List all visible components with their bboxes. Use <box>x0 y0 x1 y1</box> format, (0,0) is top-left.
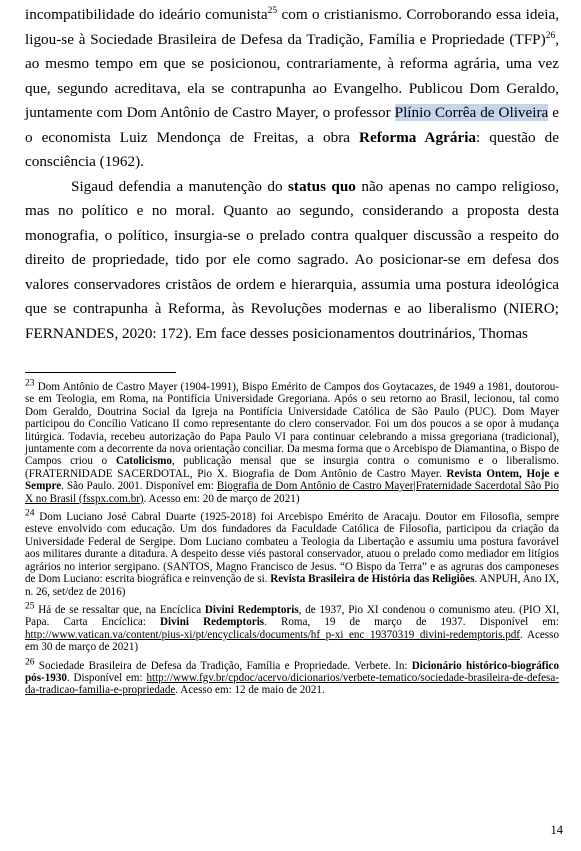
footnote-bold: Revista Ontem, Hoje e Sempre <box>25 467 560 493</box>
paragraph-1-text: e o economista Luiz Mendonça de Freitas, a obra <box>25 104 559 146</box>
footnote-25 <box>25 601 559 654</box>
footnote-text: Dom Luciano José Cabral Duarte (1925-2018) foi Arcebispo Emérito de Aracaju. Doutor em Filosofia, sempre esteve envolvido com educação. Um dos fundadores da Faculdade Católica de Filosofia, participou da criação da Universidade Federal de Sergipe. Dom Luciano combateu a Teologia da Libertação e assumiu uma postura favorável aos militares durante a ditadura. A despeito desse viés pastoral conservador, atuou o prelado como mediador em litígios agrários no interior sergipano. (SANTOS, Magno Francisco de Jesus. “O Bispo da Terra” e as agruras dos camponeses de Dom Luciano: escrita biográfica e reinvenção de si. <box>25 511 559 586</box>
footnote-26 <box>25 656 559 697</box>
paragraph-1 <box>25 0 559 175</box>
footnote-separator <box>25 372 176 373</box>
paragraph-1-text: , ao mesmo tempo em que se posicionou, contrariamente, à reforma agrária, uma vez que, segundo acreditava, ela se contrapunha ao Evangelho. Publicou Dom Geraldo, juntamente com Dom Antônio de Castro Mayer, o professor <box>25 30 559 121</box>
footnote-bold: Catolicismo <box>115 455 172 468</box>
footnote-link[interactable]: http://www.vatican.va/content/pius-xi/pt/encyclicals/documents/hf_p-xi_enc_19370319_divini-redemptoris.pdf <box>25 628 520 641</box>
footnote-number: 26 <box>25 656 35 667</box>
footnote-text: Sociedade Brasileira de Defesa da Tradição, Família e Propriedade. Verbete. In: <box>34 659 412 672</box>
book-title: Reforma Agrária <box>359 128 477 146</box>
paragraph-2-text: Sigaud defendia a manutenção do <box>71 177 288 195</box>
footnote-number: 23 <box>25 378 35 389</box>
main-text <box>25 0 559 346</box>
footnote-text: Há de se ressaltar que, na Encíclica <box>34 603 205 616</box>
footnote-23 <box>25 378 560 505</box>
footnote-text: . Acesso em: 20 de março de 2021) <box>143 492 300 505</box>
footnote-text: , publicação mensal que se insurgia contra o comunismo e o liberalismo. (FRATERNIDADE SACERDOTAL, Pio X. Biografia de Dom Antônio de Castro Mayer. <box>25 455 559 480</box>
footnote-text: . Acesso em 30 de março de 2021) <box>25 628 559 654</box>
footnote-text: . São Paulo. 2001. Disponível em: <box>61 480 217 493</box>
paragraph-1-text: : questão de consciência (1962). <box>25 128 559 170</box>
footnote-link[interactable]: http://www.fgv.br/cpdoc/acervo/dicionarios/verbete-tematico/sociedade-brasileira-de-defesa-da-tradicao-familia-e-propriedade <box>25 671 559 697</box>
paragraph-2-text: não apenas no campo religioso, mas no político e no moral. Quanto ao segundo, considerando a proposta desta monografia, o político, insurgia-se o prelado contra qualquer discussão a respeito do direito de propriedade, tido por ele como sagrado. Ao posicionar-se em defesa dos valores conservadores cristãos de ordem e hierarquia, assumia uma postura ideológica que se contrapunha à Reforma, às Revoluções modernas e ao liberalismo (NIERO; FERNANDES, 2020: 172). Em face desses posicionamentos doutrinários, Thomas <box>25 177 559 342</box>
footnote-24 <box>25 508 559 598</box>
paragraph-1-text: com o cristianismo. Corroborando essa ideia, ligou-se à Sociedade Brasileira de Defesa da Tradição, Família e Propriedade (TFP) <box>25 6 559 48</box>
footnote-ref-25: 25 <box>267 5 278 16</box>
footnote-text: . Roma, 19 de março de 1937. Disponível em: <box>264 616 559 629</box>
paragraph-2 <box>25 175 559 347</box>
footnote-bold: Divini Redemptoris <box>204 603 299 616</box>
paragraph-1-text: incompatibilidade do ideário comunista <box>25 6 268 23</box>
footnote-text: . Acesso em: 12 de maio de 2021. <box>175 684 325 697</box>
footnote-text: . Disponível em: <box>66 671 147 684</box>
footnote-number: 24 <box>25 508 35 519</box>
footnote-bold: Revista Brasileira de História das Religiões <box>270 573 475 586</box>
footnote-bold: Divini Redemptoris <box>160 616 265 629</box>
footnote-ref-26: 26 <box>545 30 556 41</box>
footnote-number: 25 <box>25 601 35 612</box>
page-number: 14 <box>550 823 563 837</box>
highlighted-text[interactable]: Plínio Corrêa de Oliveira <box>394 104 549 121</box>
status-quo-bold: status quo <box>288 177 356 195</box>
footnote-bold: Dicionário histórico-biográfico pós-1930 <box>25 659 559 684</box>
footnote-text: . ANPUH, Ano IX, n. 26, set/dez de 2016) <box>25 573 559 598</box>
footnote-link[interactable]: Biografia de Dom Antônio de Castro Mayer|Fraternidade Sacerdotal São Pio X no Brasil (fsspx.com.br) <box>25 480 559 505</box>
footnote-text: , de 1937, Pio XI condenou o comunismo ateu. (PIO XI, Papa. Carta Encíclica: <box>25 603 559 629</box>
footnote-text: Dom Antônio de Castro Mayer (1904-1991), Bispo Emérito de Campos dos Goytacazes, de 1949 a 1981, doutorou-se em Teologia, em Roma, na Pontifícia Universidade Gregoriana. Após o seu retorno ao Brasil, lecionou, tal como Dom Geraldo, Doutrina Social da Igreja na Pontifícia Universidade Católica de São Paulo (PUC). Dom Mayer participou do Concílio Vaticano II como representante do clero conservador. Foi um dos poucos a se opor à mudança litúrgica. Todavia, recebeu autorização do Papa Paulo VI para continuar celebrando a missa gregoriana (tradicional), juntamente com a decorrente da nova orientação conciliar. Da mesma forma que o Arcebispo de Diamantina, o Bispo de Campos criou o <box>25 381 559 468</box>
